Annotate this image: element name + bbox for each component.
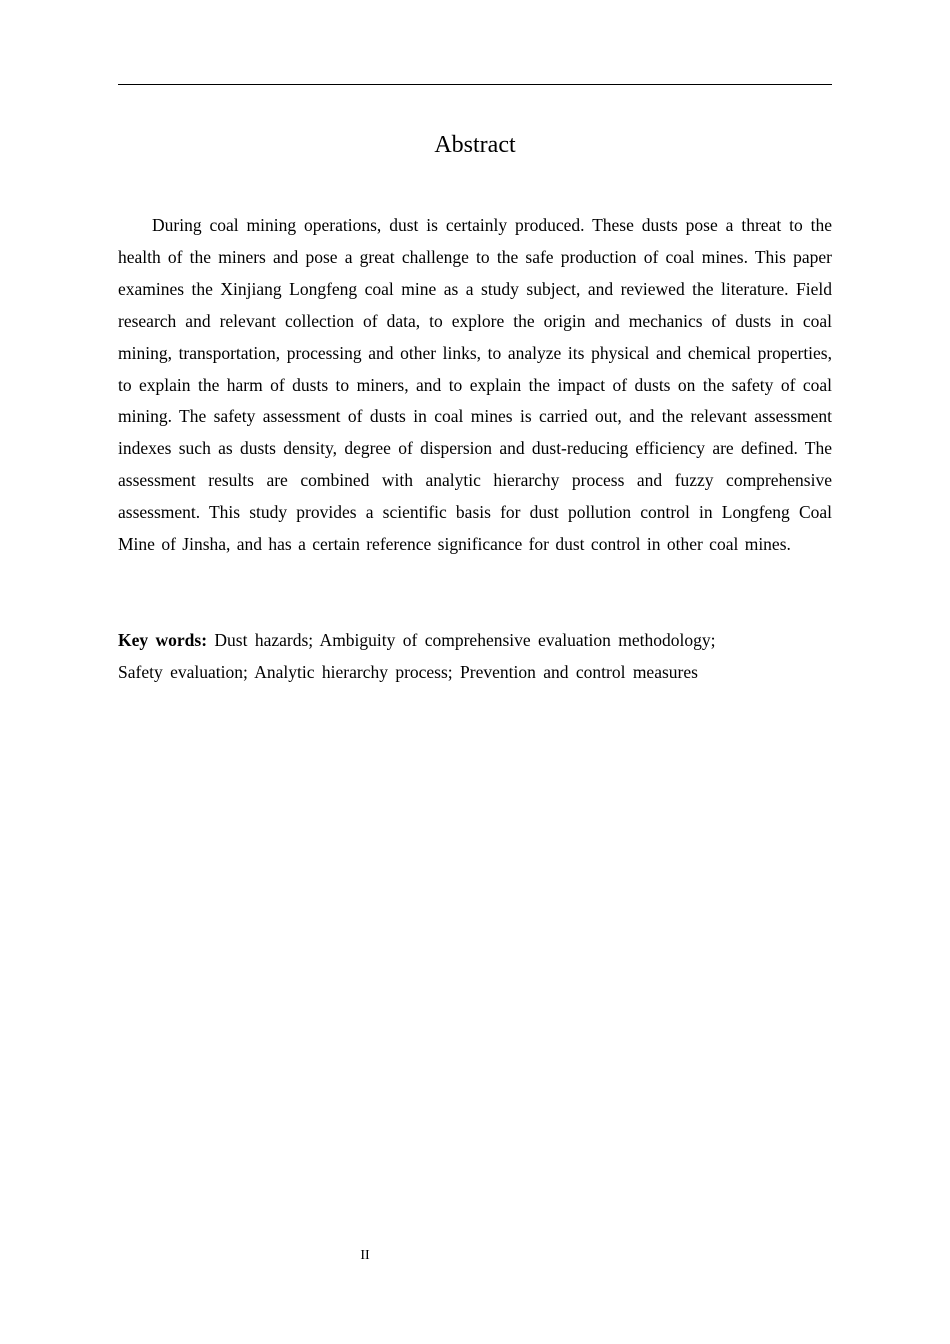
header-rule: [118, 84, 832, 85]
page-title: Abstract: [434, 132, 516, 158]
keywords-label: Key words:: [118, 630, 208, 650]
keywords-line-2: Safety evaluation; Analytic hierarchy process; Prevention and control measures: [118, 661, 698, 682]
page-number: II: [360, 1248, 370, 1263]
keywords: [118, 625, 832, 689]
abstract-body: During coal mining operations, dust is certainly produced. These dusts pose a threat to the health of the miners and pose a great challenge to the safe production of coal mines. This paper examines the Xinjiang Longfeng coal mine as a study subject, and reviewed the literature. Field research and relevant collection of data, to explore the origin and mechanics of dusts in coal mining, transportation, processing and other links, to analyze its physical and chemical properties, to explain the harm of dusts to miners, and to explain the impact of dusts on the safety of coal mining. The safety assessment of dusts in coal mines is carried out, and the relevant assessment indexes such as dusts density, degree of dispersion and dust-reducing efficiency are defined. The assessment results are combined with analytic hierarchy process and fuzzy comprehensive assessment. This study provides a scientific basis for dust pollution control in Longfeng Coal Mine of Jinsha, and has a certain reference significance for dust control in other coal mines.: [118, 215, 832, 555]
keywords-line-1: Dust hazards; Ambiguity of comprehensive evaluation methodology;: [214, 630, 716, 650]
